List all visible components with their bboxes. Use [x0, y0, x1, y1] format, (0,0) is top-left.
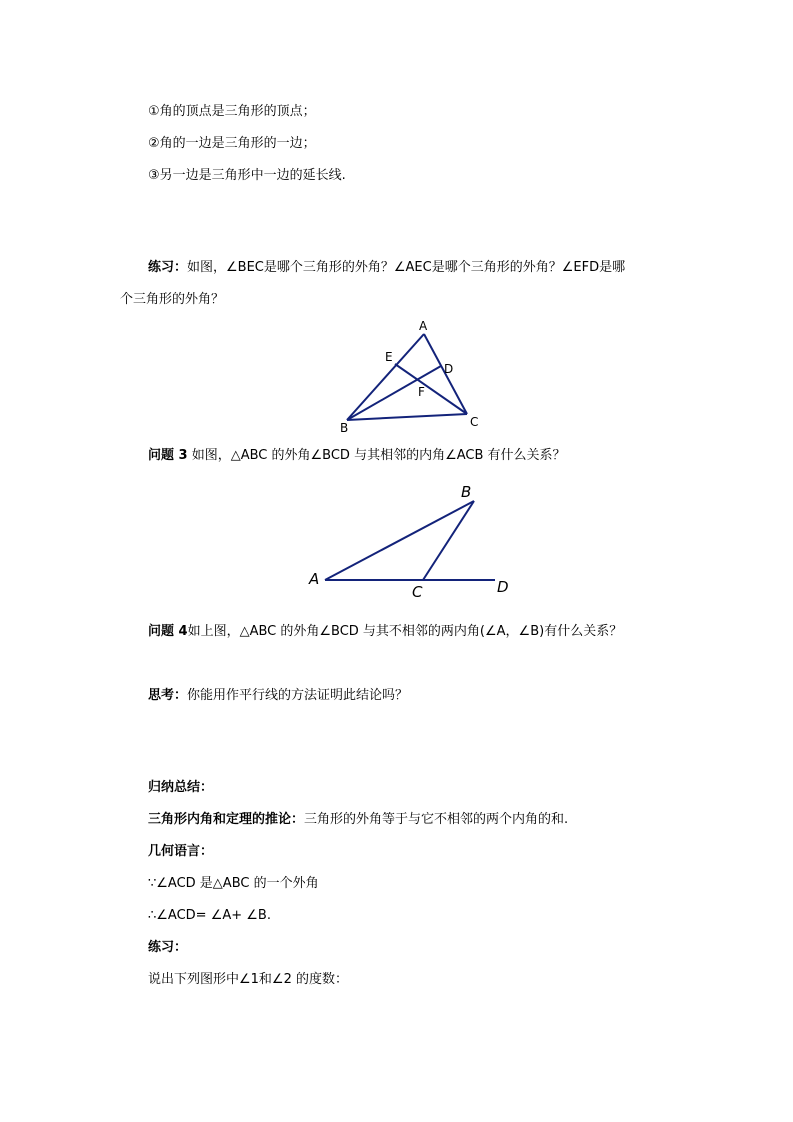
question3-label: 问题 3: [148, 448, 188, 463]
exercise1-line2: 个三角形的外角？: [120, 292, 225, 307]
fig2-label-a: A: [309, 570, 320, 588]
question3-text: 如图，△ABC 的外角∠BCD 与其相邻的内角∠ACB 有什么关系？: [187, 448, 566, 463]
practice-label: 练习：: [148, 940, 188, 955]
exercise1-text: 如图，∠BEC是哪个三角形的外角？∠AEC是哪个三角形的外角？∠EFD是哪: [187, 260, 626, 275]
therefore-statement: ∴∠ACD= ∠A+ ∠B.: [148, 908, 271, 923]
geometry-language-label: 几何语言：: [148, 844, 214, 859]
fig2-label-d: D: [497, 578, 509, 596]
think-label: 思考：: [148, 688, 188, 703]
practice-text: 说出下列图形中∠1和∠2 的度数：: [148, 972, 348, 987]
question4-text: 如上图，△ABC 的外角∠BCD 与其不相邻的两内角(∠A，∠B)有什么关系？: [187, 624, 623, 639]
fig1-segment-ce: [395, 364, 467, 414]
corollary: [148, 811, 568, 829]
corollary-text: 三角形的外角等于与它不相邻的两个内角的和.: [304, 812, 569, 827]
fig2-label-c: C: [412, 583, 423, 601]
fig1-side-ac: [424, 334, 467, 414]
question4: [148, 623, 622, 641]
because-statement: ∵∠ACD 是△ABC 的一个外角: [148, 876, 319, 891]
question4-label: 问题 4: [148, 624, 188, 639]
think: [148, 687, 408, 705]
fig1-label-e: E: [385, 350, 393, 364]
fig1-label-d: D: [444, 362, 454, 376]
property-1: ①角的顶点是三角形的顶点；: [148, 104, 316, 119]
exercise1-line1: [148, 259, 625, 277]
fig1-label-a: A: [419, 319, 428, 333]
fig1-side-bc: [347, 414, 467, 420]
question3: [148, 447, 566, 465]
property-2: ②角的一边是三角形的一边；: [148, 136, 316, 151]
fig1-label-b: B: [340, 421, 349, 435]
fig1-label-c: C: [470, 415, 479, 429]
corollary-label: 三角形内角和定理的推论：: [148, 812, 305, 827]
property-3: ③另一边是三角形中一边的延长线.: [148, 168, 346, 183]
fig1-label-f: F: [418, 385, 425, 399]
fig2-label-b: B: [461, 483, 472, 501]
fig1-side-ab: [347, 334, 424, 420]
exercise1-label: 练习：: [148, 260, 188, 275]
fig2-side-ab: [325, 501, 474, 580]
think-text: 你能用作平行线的方法证明此结论吗？: [187, 688, 409, 703]
fig1-segment-bd: [347, 366, 441, 420]
summary-heading: 归纳总结：: [148, 780, 214, 795]
fig2-side-bc: [423, 501, 474, 580]
